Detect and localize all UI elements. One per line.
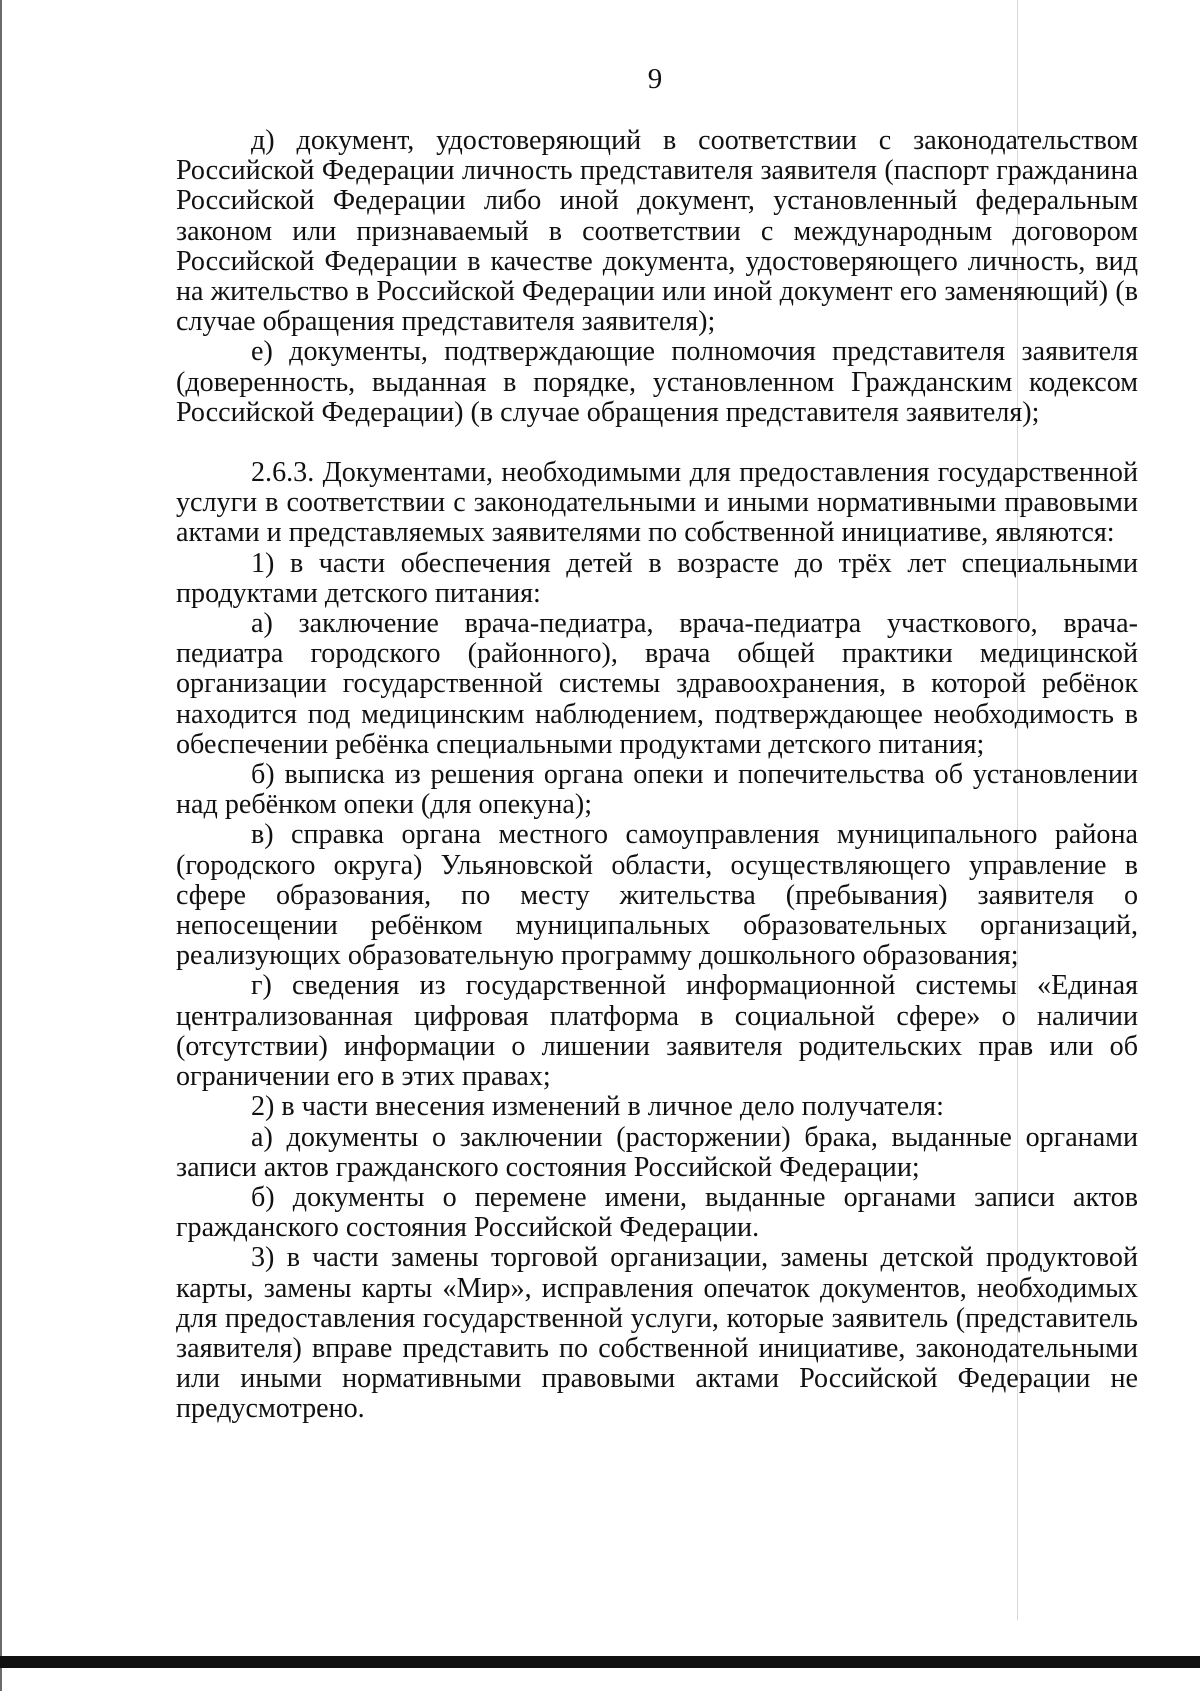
page-edge: [0, 0, 2, 1691]
scan-bottom-border: [0, 1656, 1200, 1668]
page-number: 9: [647, 63, 663, 95]
list-item-1-special-nutrition: 1) в части обеспечения детей в возрасте до трёх лет специальными продуктами детского питания:: [176, 547, 1138, 609]
list-item-1a-pediatrician-conclusion: а) заключение врача-педиатра, врача-педиатра участкового, врача-педиатра городского (районного), врача общей практики медицинской организации государственной системы здравоохранения, в которой ребёнок находится под медицинским наблюдением, подтверждающее необходимость в обеспечении ребёнка специальными продуктами детского питания;: [176, 608, 1138, 760]
list-item-2a-marriage-documents: а) документы о заключении (расторжении) брака, выданные органами записи актов гражданского состояния Российской Федерации;: [176, 1121, 1138, 1183]
list-item-1g-parental-rights-info: г) сведения из государственной информационной системы «Единая централизованная цифровая платформа в социальной сфере» о наличии (отсутствии) информации о лишении заявителя родительских прав или об ограничении его в этих правах;: [176, 970, 1138, 1093]
paragraph-d-representative-id: д) документ, удостоверяющий в соответствии с законодательством Российской Федерации личность представителя заявителя (паспорт гражданина Российской Федерации либо иной документ, установленный федеральным законом или признаваемый в соответствии с международным договором Российской Федерации в качестве документа, удостоверяющего личность, вид на жительство в Российской Федерации или иной документ его заменяющий) (в случае обращения представителя заявителя);: [176, 125, 1138, 338]
list-item-3-replacement-not-required: 3) в части замены торговой организации, замены детской продуктовой карты, замены карты «Мир», исправления опечаток документов, необходимых для предоставления государственной услуги, которые заявитель (представитель заявителя) вправе представить по собственной инициативе, законодательными или иными нормативными правовыми актами Российской Федерации не предусмотрено.: [176, 1242, 1138, 1425]
list-item-2b-name-change-documents: б) документы о перемене имени, выданные органами записи актов гражданского состояния Российской Федерации.: [176, 1181, 1138, 1244]
list-item-1b-guardianship-extract: б) выписка из решения органа опеки и попечительства об установлении над ребёнком опеки (для опекуна);: [176, 759, 1138, 821]
paragraph-e-power-of-attorney: е) документы, подтверждающие полномочия представителя заявителя (доверенность, выданная в порядке, установленном Гражданским кодексом Российской Федерации) (в случае обращения представителя заявителя);: [176, 336, 1138, 428]
section-2-6-3-heading: 2.6.3. Документами, необходимыми для предоставления государственной услуги в соответствии с законодательными и иными нормативными правовыми актами и представляемых заявителями по собственной инициативе, являются:: [176, 457, 1138, 549]
list-item-2-personal-file-changes: 2) в части внесения изменений в личное дело получателя:: [251, 1091, 944, 1123]
list-item-1v-education-certificate: в) справка органа местного самоуправления муниципального района (городского округа) Ульяновской области, осуществляющего управление в сфере образования, по месту жительства (пребывания) заявителя о непосещении ребёнком муниципальных образовательных организаций, реализующих образовательную программу дошкольного образования;: [176, 819, 1138, 972]
document-body: [176, 126, 1138, 1425]
